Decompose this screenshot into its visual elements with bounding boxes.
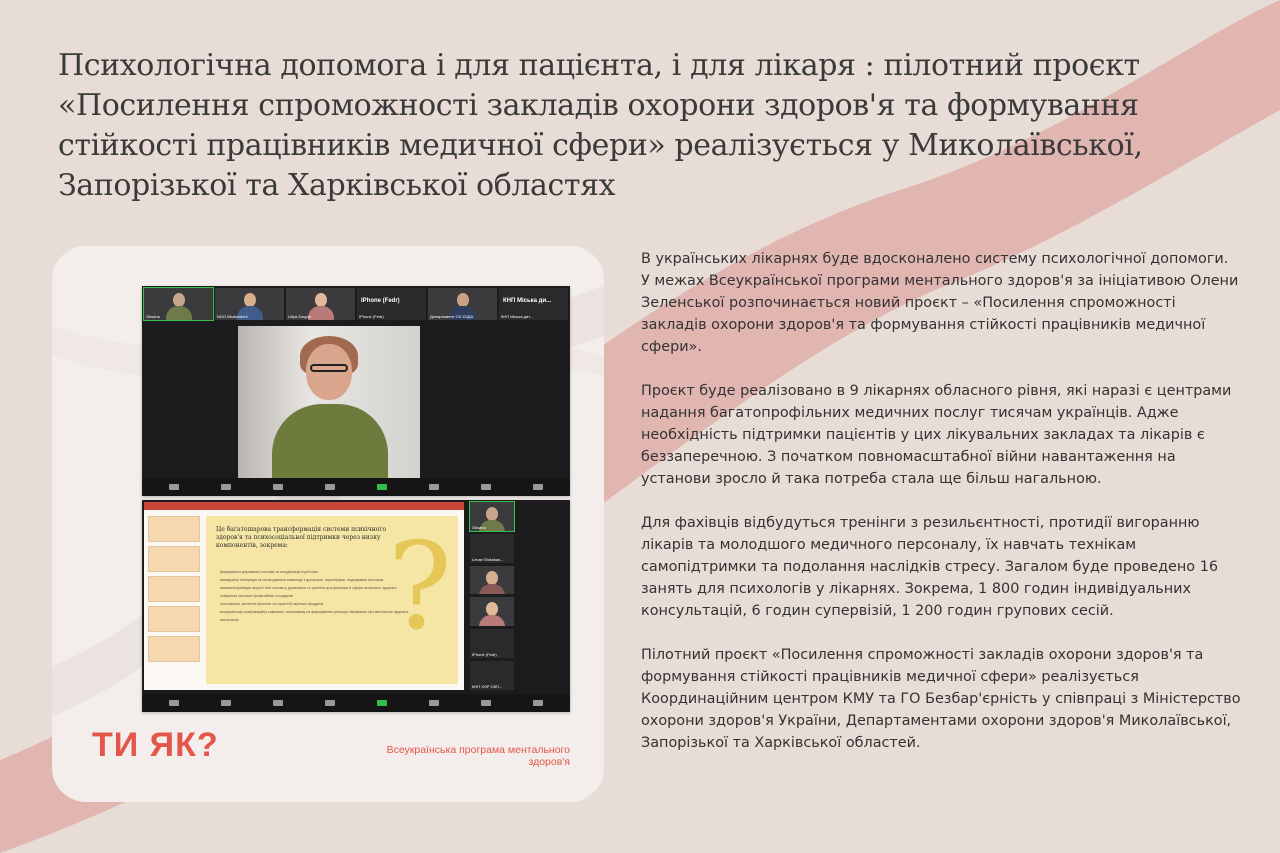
brand-logo: ТИ ЯК? xyxy=(92,726,219,764)
zoom-call-screenshot-bottom xyxy=(142,500,570,712)
participant-name: Oksana xyxy=(146,314,160,319)
participant-strip xyxy=(144,288,568,320)
slide-bullet: всеукраїнську комунікаційну кампанію, спрямовану на формування культури піклування про ментальне здоров'я, антистигму xyxy=(220,610,410,622)
slide-bullet: формування державної політики та координація в регіонах xyxy=(220,570,319,574)
record-icon xyxy=(429,700,439,706)
slide-bullet: пілотування, втілення проєктів та стратегій окремих продуктів xyxy=(220,602,324,606)
participant-thumbnail xyxy=(428,288,497,320)
participant-label: КНП Міська ди... xyxy=(503,298,552,304)
glasses-icon xyxy=(310,364,348,372)
participants-icon xyxy=(273,484,283,490)
question-mark-decoration: ? xyxy=(387,518,452,657)
share-screen-icon xyxy=(377,484,387,490)
article-paragraph: Проєкт буде реалізовано в 9 лікарнях обласного рівня, які наразі є центрами надання багатопрофільних медичних послуг тисячам українців. Адже необхідність підтримки пацієнтів у цих лікувальних закладах та лікарів є беззаперечною. З початком повномасштабної війни навантаження на установи зросло й така потреба стала ще більш нагальною. xyxy=(641,383,1232,487)
participant-thumbnail xyxy=(470,661,514,690)
record-icon xyxy=(429,484,439,490)
zoom-call-screenshot-top xyxy=(142,286,570,496)
reactions-icon xyxy=(481,700,491,706)
participant-sidebar xyxy=(470,502,514,690)
participant-name: Levan Shishkas... xyxy=(472,556,504,562)
slide-title: Це багатошарова трансформація системи психічного здоров'я та психосоціальної підтримки через низку компонентів, зокрема: xyxy=(216,526,387,549)
share-screen-icon xyxy=(377,700,387,706)
mic-icon xyxy=(169,700,179,706)
participant-thumbnail xyxy=(215,288,284,320)
participant-name: IPhone (Fedr) xyxy=(359,314,384,319)
participant-thumbnail xyxy=(470,597,514,626)
article-body xyxy=(641,248,1241,776)
participant-thumbnail xyxy=(470,502,514,531)
participant-name: КНП Міська дит... xyxy=(501,314,533,319)
participant-name: КНП ХОР ОКП... xyxy=(472,683,503,689)
participant-thumbnail xyxy=(144,288,213,320)
participant-thumbnail xyxy=(470,629,514,658)
slide-bullet: створення системи професійних стандартів xyxy=(220,594,293,598)
participant-name: IPhone (Fedr) xyxy=(472,652,497,658)
slide-bullet: міжвідомчу співпрацю та налагодження взаємодії з донорами, партнерами, неурядовим сектором xyxy=(220,578,384,582)
participant-name: Liliya Zorgua xyxy=(288,314,311,319)
participant-label: IPhone (Fedr) xyxy=(361,298,400,304)
slide-bullet: навчання фахівців першої лінії контакту, доначання та тренінги для фахівців зі сфери психічного здоров'я xyxy=(220,586,397,590)
apps-icon xyxy=(533,484,543,490)
brand-subtitle: Всеукраїнська програма ментального здоров'я xyxy=(386,744,570,768)
camera-icon xyxy=(221,700,231,706)
reactions-icon xyxy=(481,484,491,490)
article-paragraph: Пілотний проєкт «Посилення спроможності закладів охорони здоров'я та формування стійкості працівників медичної сфери» реалізується Координаційним центром КМУ та ГО Безбар'єрність у співпраці з Міністерство охорони здоров'я України, Департаментами охорони здоров'я Миколаївської, Запорізької та Харківської областей. xyxy=(641,647,1241,751)
slide-bullets xyxy=(220,568,410,624)
zoom-toolbar xyxy=(142,478,570,496)
participant-name: Департамент ОЗ ХОДА xyxy=(430,314,474,319)
slide-content xyxy=(206,516,458,684)
zoom-toolbar xyxy=(142,694,570,712)
photo-card xyxy=(52,246,604,802)
participant-thumbnail xyxy=(470,534,514,563)
participants-icon xyxy=(273,700,283,706)
page-title: Психологічна допомога і для пацієнта, і для лікаря : пілотний проєкт «Посилення спроможності закладів охорони здоров'я та формування стійкості працівників медичної сфери» реалізується у Миколаївської, Запорізької та Харківської областях xyxy=(58,48,1143,203)
participant-thumbnail xyxy=(470,566,514,595)
chat-icon xyxy=(325,700,335,706)
participant-thumbnail xyxy=(286,288,355,320)
apps-icon xyxy=(533,700,543,706)
participant-thumbnail xyxy=(499,288,568,320)
presentation-slide xyxy=(144,502,464,690)
article-paragraph: В українських лікарнях буде вдосконалено систему психологічної допомоги. У межах Всеукраїнської програми ментального здоров'я за ініціативою Олени Зеленської розпочинається новий проєкт – «Посилення спроможності закладів охорони здоров'я та формування стійкості працівників медичної сфери». xyxy=(641,251,1239,355)
participant-name: Oksana xyxy=(472,524,486,530)
speaker-video xyxy=(238,326,420,478)
participant-name: NGO Bezbarierni xyxy=(217,314,248,319)
camera-icon xyxy=(221,484,231,490)
slide-thumbnails xyxy=(148,516,200,686)
article-paragraph: Для фахівців відбудуться тренінги з резильєнтності, протидії вигоранню лікарів та молодшого медичного персоналу, їх навчать технікам самопідтримки та подолання наслідків стресу. Загалом буде проведено 16 занять для психологів у лікарнях. Зокрема, 1 800 годин індивідуальних консультацій, 6 годин супервізій, 1 200 годин групових сесій. xyxy=(641,515,1219,619)
mic-icon xyxy=(169,484,179,490)
participant-thumbnail xyxy=(357,288,426,320)
chat-icon xyxy=(325,484,335,490)
